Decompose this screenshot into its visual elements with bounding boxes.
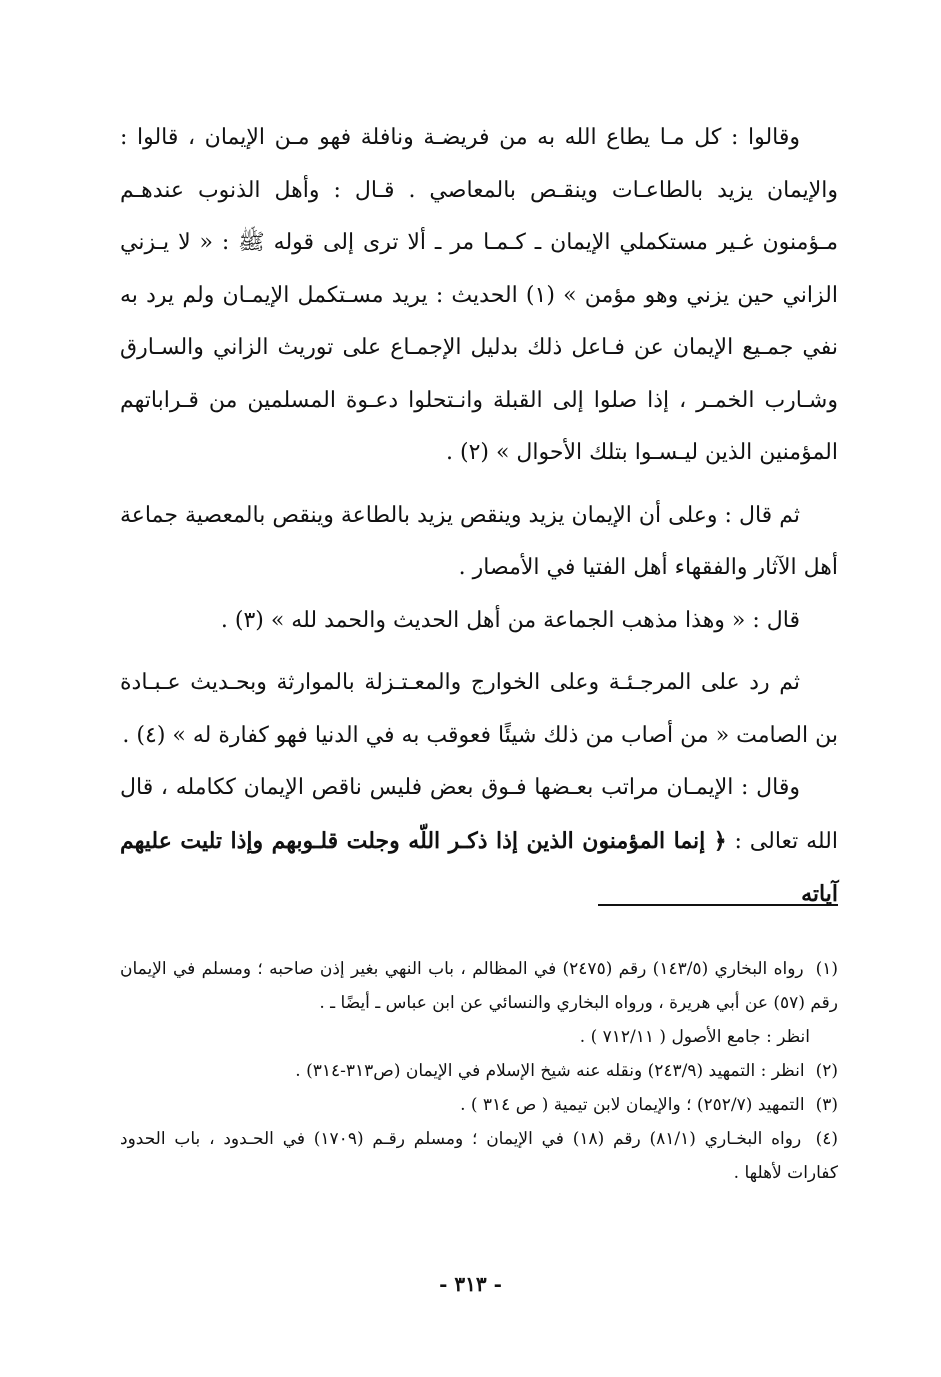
- footnote-3: [120, 1088, 838, 1122]
- paragraph-2: ثم قال : وعلى أن الإيمان يزيد وينقص يزيد بالطاعة وينقص بالمعصية جماعة أهل الآثار والفقهاء أهل الفتيا في الأمصار .: [120, 502, 838, 580]
- footnote-2: [120, 1054, 838, 1088]
- paragraph-5-text: وقال : الإيمـان مراتب بعـضها فـوق بعض فليس ناقص الإيمان ككامله ، قال الله تعالى :: [120, 775, 839, 854]
- footnote-text: رواه البخاري (١٤٣/٥) رقم (٢٤٧٥) في المظالم ، باب النهي بغير إذن صاحبه ؛ ومسلم في الإيمان رقم (٥٧) عن أبي هريرة ، ورواه البخاري والنسائي عن ابن عباس ـ أيضًا ـ .: [120, 959, 838, 1013]
- footnote-text-continued: انظر : جامع الأصول ( ٧١٢/١١ ) .: [579, 1027, 810, 1047]
- paragraph-5: [120, 762, 838, 922]
- main-text: [120, 112, 838, 922]
- paragraph-1: وقالوا : كل مـا يطاع الله به من فريضـة ونافلة فهو مـن الإيمان ، قالوا : والإيمان يزيد بالطاعـات وينقـص بالمعاصي . قـال : وأهل الذنوب عندهـم مـؤمنون غـير مستكملي الإيمان ـ كـمـا مر ـ ألا ترى إلى قوله ﷺ : « لا يـزني الزاني حين يزني وهو مؤمن » (١) الحديث : يريد مسـتكمل الإيمـان ولم يرد به نفي جمـيع الإيمان عن فـاعل ذلك بدليل الإجمـاع على توريث الزاني والسـارق وشـارب الخمـر ، إذا صلوا إلى القبلة وانـتحلوا دعـوة المسلمين من قـراباتهم المؤمنين الذين ليـسـوا بتلك الأحوال » (٢) .: [120, 125, 839, 465]
- footnote-text: رواه البخـاري (٨١/١) رقم (١٨) في الإيمان ؛ ومسلم رقـم (١٧٠٩) في الحـدود ، باب الحدود كفارات لأهلها .: [120, 1129, 838, 1183]
- quran-verse: ﴿ إنما المؤمنون الذين إذا ذكـر اللّه وجلت قلـوبهم وإذا تليت عليهم آياته: [120, 827, 838, 907]
- footnote-number: (٤): [815, 1129, 838, 1149]
- footnote-1: [120, 952, 838, 1054]
- paragraph-3: قال : « وهذا مذهب الجماعة من أهل الحديث والحمد لله » (٣) .: [220, 607, 800, 633]
- paragraph-4: ثم رد على المرجـئـة وعلى الخوارج والمعـتـزلة بالموارثة وبحـديث عـبـادة بن الصامت « من أصاب من ذلك شيئًا فعوقب به في الدنيا فهو كفارة له » (٤) .: [120, 670, 838, 748]
- footnote-number: (٢): [815, 1061, 838, 1081]
- page-number: - ٣١٣ -: [439, 1272, 502, 1296]
- footnote-number: (٣): [815, 1095, 838, 1115]
- footnote-separator: [598, 904, 838, 906]
- footnote-text: التمهيد (٢٥٢/٧) ؛ والإيمان لابن تيمية ( ص ٣١٤ ) .: [460, 1095, 805, 1115]
- footnote-4: [120, 1122, 838, 1190]
- footnotes: [120, 952, 838, 1190]
- footnote-text: انظر : التمهيد (٢٤٣/٩) ونقله عنه شيخ الإسلام في الإيمان (ص٣١٣-٣١٤) .: [295, 1061, 805, 1081]
- footnote-number: (١): [815, 959, 838, 979]
